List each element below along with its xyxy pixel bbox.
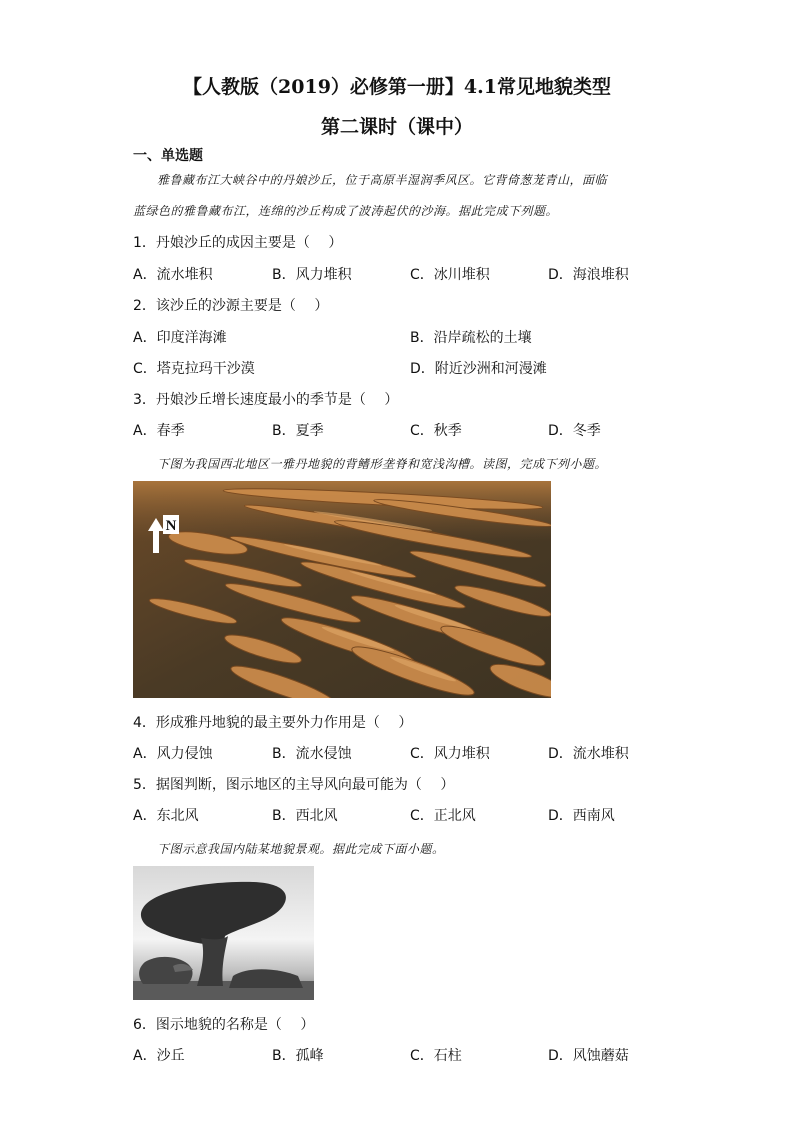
mushroom-rock-svg [133, 866, 314, 1000]
option-b[interactable]: B．孤峰 [272, 1048, 324, 1064]
option-c[interactable]: C．风力堆积 [410, 746, 490, 762]
option-c[interactable]: C．秋季 [410, 423, 462, 439]
section-heading: 一、单选题 [133, 148, 203, 164]
passage-line: 雅鲁藏布江大峡谷中的丹娘沙丘，位于高原半湿润季风区。它背倚葱茏青山，面临 [157, 173, 608, 187]
page-subtitle: 第二课时（课中） [320, 116, 473, 138]
north-label: N [165, 518, 177, 534]
option-b[interactable]: B．沿岸疏松的土壤 [410, 330, 532, 346]
option-d[interactable]: D．冬季 [548, 423, 601, 439]
question-2-options-row2 [133, 358, 693, 378]
yardang-aerial-photo [133, 481, 551, 698]
option-c[interactable]: C．正北风 [410, 808, 476, 824]
option-a[interactable]: A．印度洋海滩 [133, 330, 227, 346]
option-b[interactable]: B．风力堆积 [272, 267, 352, 283]
question-2-stem: 2．该沙丘的沙源主要是（ ） [133, 298, 329, 314]
yardang-photo-svg [133, 481, 551, 698]
option-d[interactable]: D．风蚀蘑菇 [548, 1048, 629, 1064]
question-2-options-row1 [133, 327, 693, 347]
option-d[interactable]: D．附近沙洲和河漫滩 [410, 361, 547, 377]
passage-landscape [133, 834, 673, 865]
option-c[interactable]: C．冰川堆积 [410, 267, 490, 283]
passage-line: 下图为我国西北地区一雅丹地貌的背鳍形垄脊和宽浅沟槽。读图，完成下列小题。 [157, 457, 608, 471]
option-a[interactable]: A．风力侵蚀 [133, 746, 213, 762]
option-a[interactable]: A．东北风 [133, 808, 199, 824]
option-b[interactable]: B．流水侵蚀 [272, 746, 352, 762]
question-3-stem: 3．丹娘沙丘增长速度最小的季节是（ ） [133, 392, 399, 408]
page-title: 【人教版（2019）必修第一册】4.1常见地貌类型 [183, 76, 611, 98]
mushroom-rock-photo [133, 866, 314, 1000]
passage-line: 下图示意我国内陆某地貌景观。据此完成下面小题。 [157, 842, 445, 856]
passage-yardang [133, 449, 673, 480]
question-3-options [133, 420, 693, 440]
question-6-options [133, 1045, 693, 1065]
option-d[interactable]: D．流水堆积 [548, 746, 629, 762]
question-1-stem: 1．丹娘沙丘的成因主要是（ ） [133, 235, 343, 251]
option-d[interactable]: D．海浪堆积 [548, 267, 629, 283]
passage-line: 蓝绿色的雅鲁藏布江，连绵的沙丘构成了波涛起伏的沙海。据此完成下列题。 [133, 204, 559, 218]
question-4-options [133, 743, 693, 763]
question-6-stem: 6．图示地貌的名称是（ ） [133, 1017, 315, 1033]
option-c[interactable]: C．石柱 [410, 1048, 462, 1064]
option-b[interactable]: B．西北风 [272, 808, 338, 824]
option-d[interactable]: D．西南风 [548, 808, 615, 824]
option-c[interactable]: C．塔克拉玛干沙漠 [133, 361, 255, 377]
option-a[interactable]: A．流水堆积 [133, 267, 213, 283]
option-a[interactable]: A．春季 [133, 423, 185, 439]
question-5-options [133, 805, 693, 825]
question-4-stem: 4．形成雅丹地貌的最主要外力作用是（ ） [133, 715, 413, 731]
passage-danniang-dune [133, 165, 673, 227]
question-5-stem: 5．据图判断，图示地区的主导风向最可能为（ ） [133, 777, 455, 793]
option-a[interactable]: A．沙丘 [133, 1048, 185, 1064]
option-b[interactable]: B．夏季 [272, 423, 324, 439]
question-1-options [133, 264, 693, 284]
